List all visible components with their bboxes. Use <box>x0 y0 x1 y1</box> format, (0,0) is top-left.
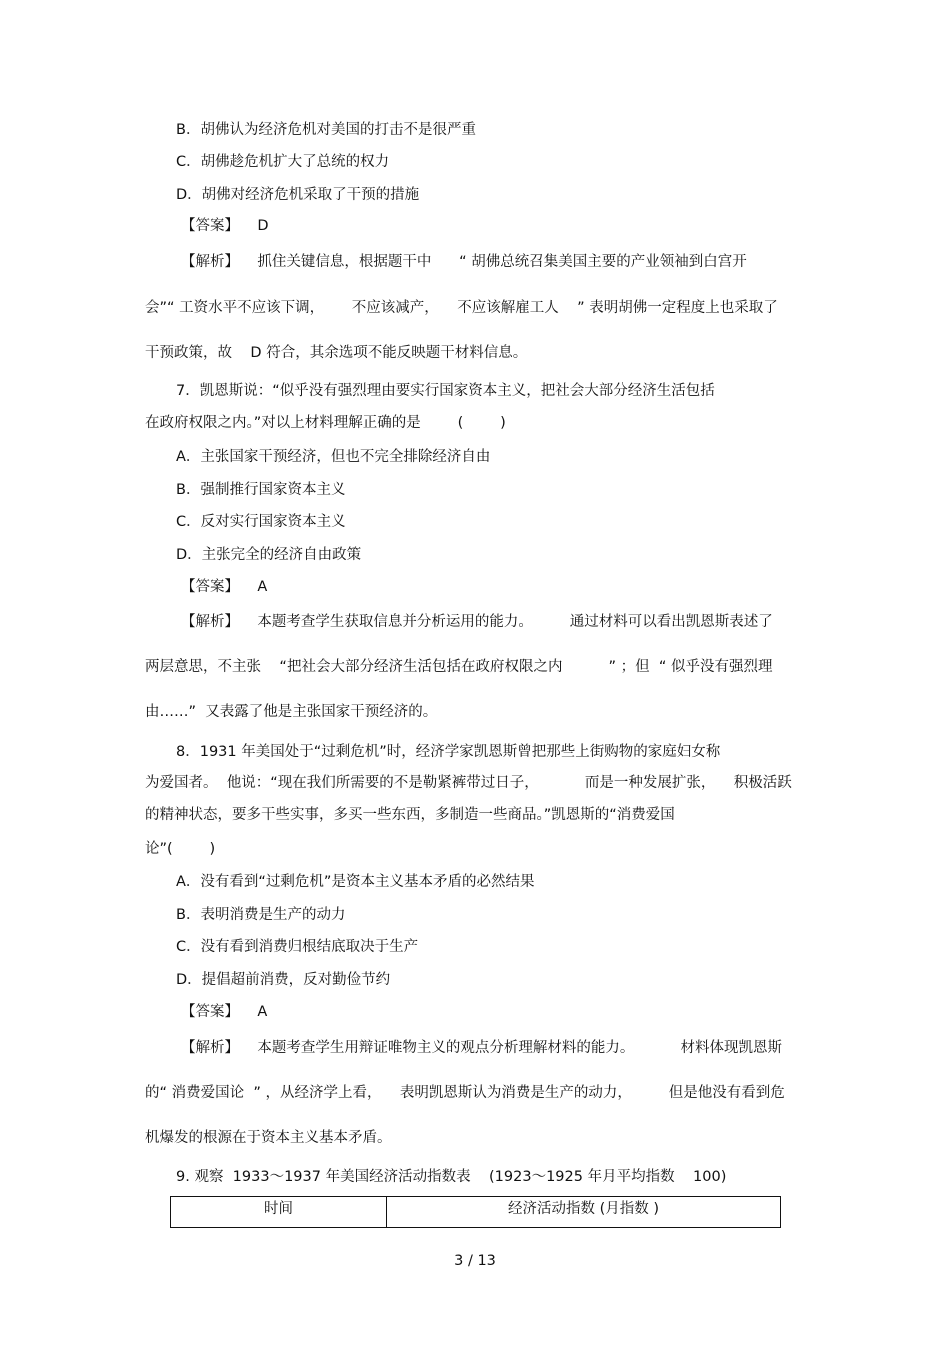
q8-stem-line-1: 8．1931 年美国处于“过剩危机”时，经济学家凯恩斯曾把那些上街购物的家庭妇女称 <box>176 744 721 760</box>
page-number: 3 / 13 <box>454 1253 496 1269</box>
q8-stem-line-4: 论”( ) <box>145 841 216 857</box>
q6-analysis-line-2: 会”“ 工资水平不应该下调， 不应该减产， 不应该解雇工人 ” 表明胡佛一定程度上也采取了 <box>145 300 778 316</box>
table-header-index: 经济活动指数 (月指数 ) <box>507 1201 660 1217</box>
q8-option-b: B．表明消费是生产的动力 <box>176 907 346 923</box>
q7-analysis-line-2: 两层意思，不主张 “把社会大部分经济生活包括在政府权限之内 ” ；但 “ 似乎没有强烈理 <box>145 659 773 675</box>
q6-option-b: B．胡佛认为经济危机对美国的打击不是很严重 <box>176 122 476 138</box>
q8-answer: 【答案】 A <box>181 1004 268 1020</box>
q8-option-d: D．提倡超前消费，反对勤俭节约 <box>176 972 391 988</box>
q7-stem-line-2: 在政府权限之内。”对以上材料理解正确的是 ( ) <box>145 415 506 431</box>
economic-index-table <box>170 1196 781 1228</box>
q7-option-a: A．主张国家干预经济，但也不完全排除经济自由 <box>176 449 491 465</box>
q7-analysis-line-1: 【解析】 本题考查学生获取信息并分析运用的能力。 通过材料可以看出凯恩斯表述了 <box>181 614 773 630</box>
q8-option-c: C．没有看到消费归根结底取决于生产 <box>176 939 419 955</box>
q7-stem-line-1: 7．凯恩斯说：“似乎没有强烈理由要实行国家资本主义，把社会大部分经济生活包括 <box>176 383 715 399</box>
q6-analysis-line-3: 干预政策，故 D 符合，其余选项不能反映题干材料信息。 <box>145 345 528 361</box>
table-header-time: 时间 <box>171 1197 387 1227</box>
q8-option-a: A．没有看到“过剩危机”是资本主义基本矛盾的必然结果 <box>176 874 535 890</box>
q7-analysis-line-3: 由……” 又表露了他是主张国家干预经济的。 <box>145 704 438 720</box>
q8-stem-line-2: 为爱国者。 他说：“现在我们所需要的不是勒紧裤带过日子， 而是一种发展扩张， 积极活跃 <box>145 775 792 791</box>
q6-answer: 【答案】 D <box>181 218 269 234</box>
q6-option-c: C．胡佛趁危机扩大了总统的权力 <box>176 154 390 170</box>
q7-option-b: B．强制推行国家资本主义 <box>176 482 346 498</box>
q9-stem: 9. 观察 1933～1937 年美国经济活动指数表 (1923～1925 年月平均指数 100) <box>176 1169 727 1185</box>
q8-analysis-line-2: 的“ 消费爱国论 ” ，从经济学上看， 表明凯恩斯认为消费是生产的动力， 但是他没有看到危 <box>145 1085 785 1101</box>
q7-option-c: C．反对实行国家资本主义 <box>176 514 346 530</box>
q8-stem-line-3: 的精神状态，要多干些实事，多买一些东西，多制造一些商品。”凯恩斯的“消费爱国 <box>145 807 675 823</box>
q7-answer: 【答案】 A <box>181 579 268 595</box>
q6-option-d: D．胡佛对经济危机采取了干预的措施 <box>176 187 420 203</box>
q6-analysis-line-1: 【解析】 抓住关键信息，根据题干中 “ 胡佛总统召集美国主要的产业领袖到白宫开 <box>181 254 747 270</box>
q7-option-d: D．主张完全的经济自由政策 <box>176 547 362 563</box>
q8-analysis-line-1: 【解析】 本题考查学生用辩证唯物主义的观点分析理解材料的能力。 材料体现凯恩斯 <box>181 1040 783 1056</box>
q8-analysis-line-3: 机爆发的根源在于资本主义基本矛盾。 <box>145 1130 392 1146</box>
